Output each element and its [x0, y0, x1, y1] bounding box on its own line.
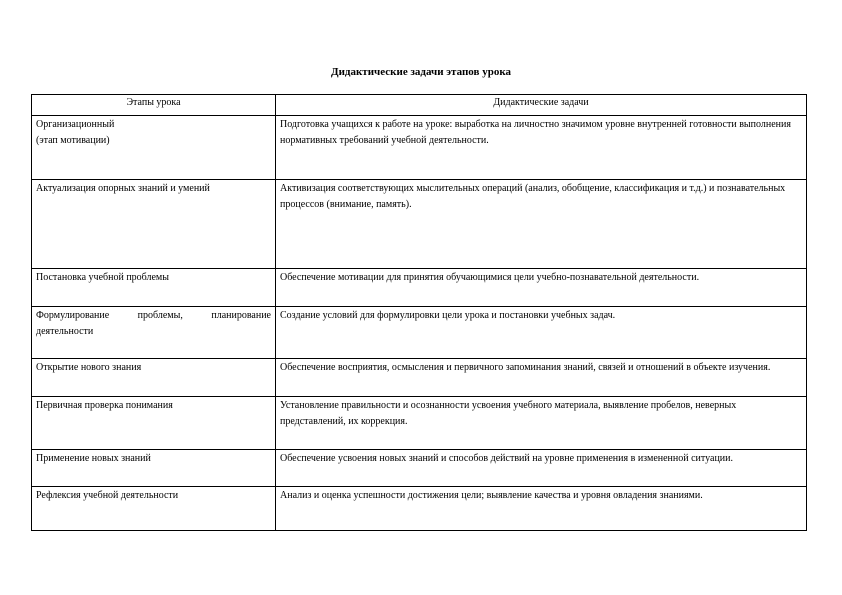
table-row — [32, 180, 807, 269]
task-cell: Создание условий для формулировки цели урока и постановки учебных задач. — [276, 307, 807, 359]
stage-cell: Организационный (этап мотивации) — [32, 116, 276, 180]
table-row — [32, 307, 807, 359]
document-title: Дидактические задачи этапов урока — [331, 66, 511, 78]
task-cell: Анализ и оценка успешности достижения цели; выявление качества и уровня овладения знаниями. — [276, 487, 807, 531]
task-cell: Установление правильности и осознанности усвоения учебного материала, выявление пробелов, неверных представлений, их коррекция. — [276, 397, 807, 450]
stage-cell: Первичная проверка понимания — [32, 397, 276, 450]
stage-cell: Рефлексия учебной деятельности — [32, 487, 276, 531]
stage-cell: Открытие нового знания — [32, 359, 276, 397]
table-row — [32, 487, 807, 531]
task-cell: Обеспечение мотивации для принятия обучающимися цели учебно-познавательной деятельности. — [276, 269, 807, 307]
table-row — [32, 397, 807, 450]
task-cell: Обеспечение восприятия, осмысления и первичного запоминания знаний, связей и отношений в объекте изучения. — [276, 359, 807, 397]
table-row — [32, 359, 807, 397]
table-row — [32, 269, 807, 307]
stage-cell: Постановка учебной проблемы — [32, 269, 276, 307]
table-header-row — [32, 95, 807, 116]
stage-cell: Применение новых знаний — [32, 450, 276, 487]
header-stages: Этапы урока — [32, 95, 276, 116]
task-cell: Активизация соответствующих мыслительных операций (анализ, обобщение, классификация и т.д.) и познавательных процессов (внимание, память). — [276, 180, 807, 269]
task-cell: Подготовка учащихся к работе на уроке: выработка на личностно значимом уровне внутренней готовности выполнения нормативных требований учебной деятельности. — [276, 116, 807, 180]
stage-cell: Формулирование проблемы, планирование деятельности — [32, 307, 276, 359]
table-row — [32, 116, 807, 180]
didactic-tasks-table — [31, 94, 807, 531]
stage-cell: Актуализация опорных знаний и умений — [32, 180, 276, 269]
task-cell: Обеспечение усвоения новых знаний и способов действий на уровне применения в измененной ситуации. — [276, 450, 807, 487]
header-tasks: Дидактические задачи — [276, 95, 807, 116]
table-row — [32, 450, 807, 487]
